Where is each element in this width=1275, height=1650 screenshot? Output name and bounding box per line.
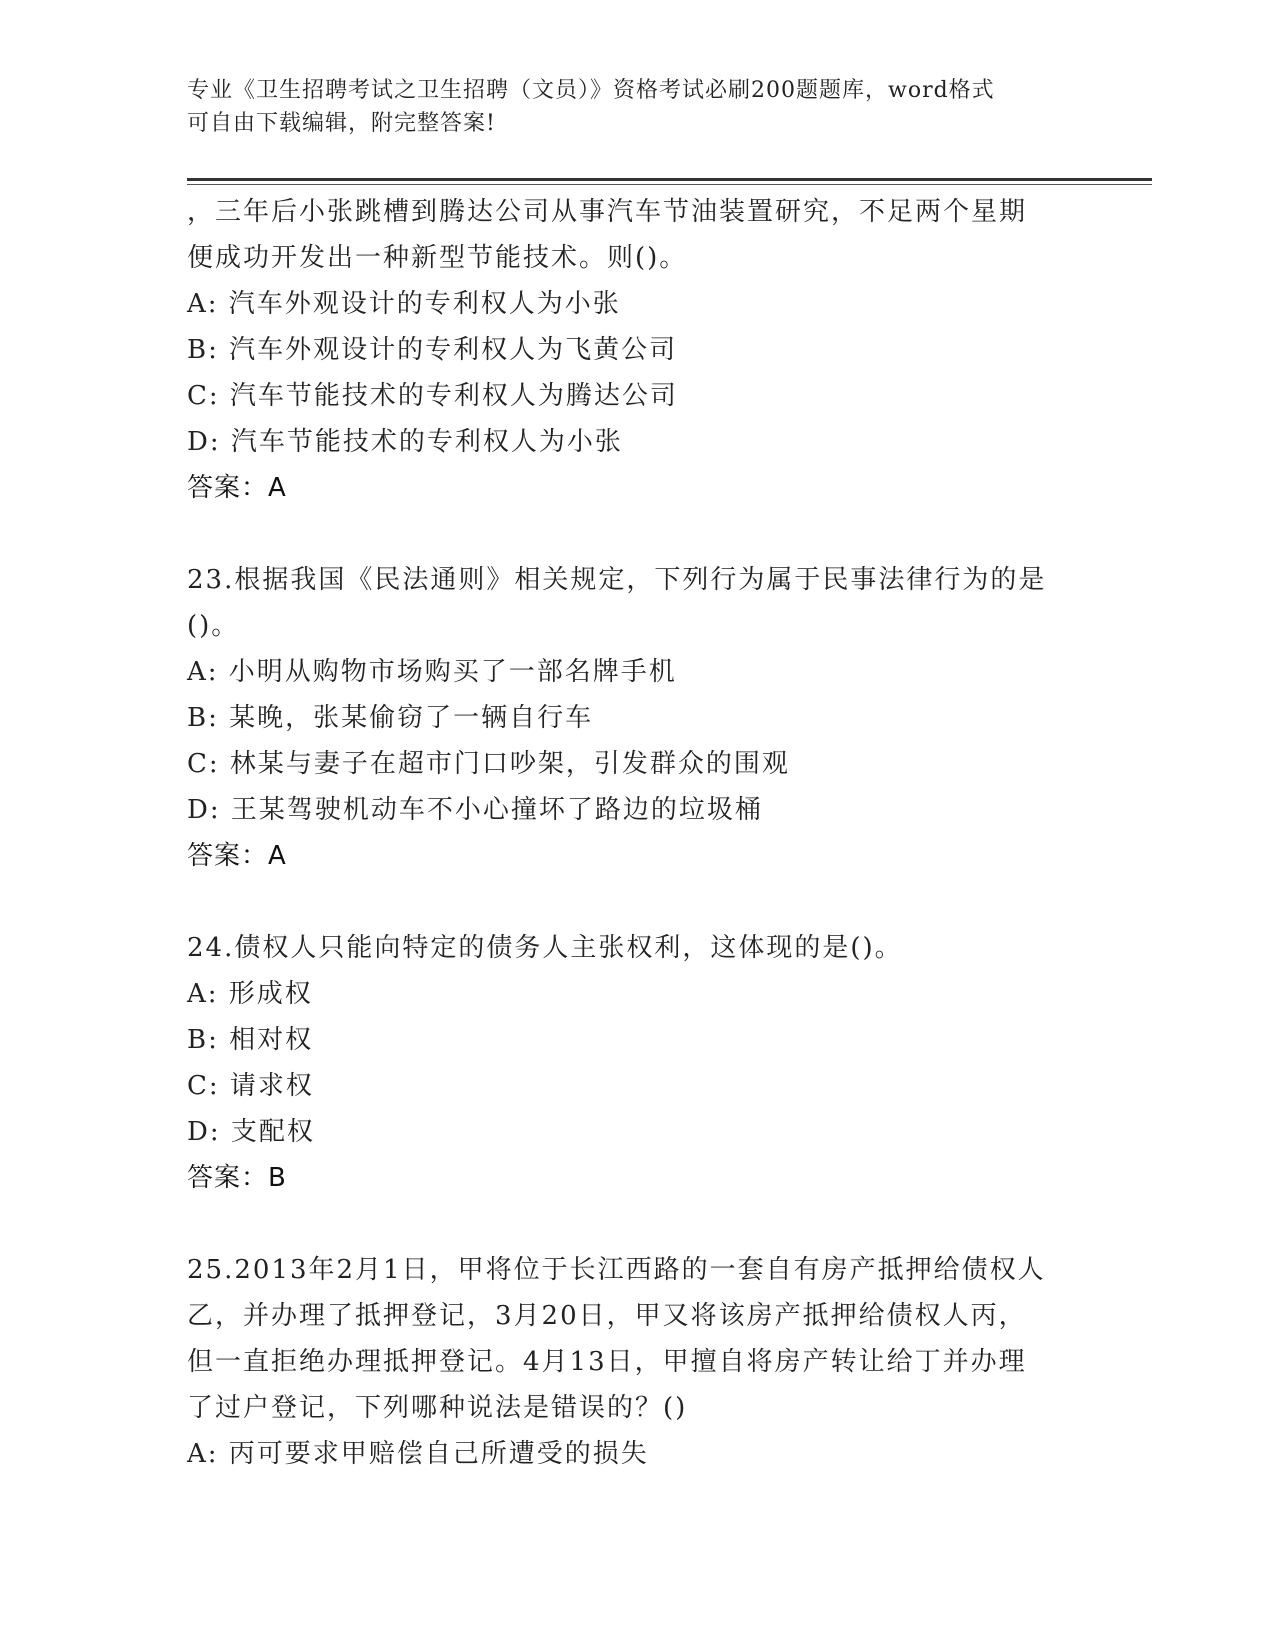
question-22 (187, 189, 1087, 511)
answer-line: 答案：B (187, 1163, 287, 1193)
option-b: B: 相对权 (187, 1025, 314, 1055)
option-b: B: 汽车外观设计的专利权人为飞黄公司 (187, 335, 678, 365)
question-stem: 了过户登记，下列哪种说法是错误的？() (187, 1393, 688, 1423)
option-c: C: 林某与妻子在超市门口吵架，引发群众的围观 (187, 749, 790, 779)
option-c: C: 请求权 (187, 1071, 314, 1101)
option-d: D: 汽车节能技术的专利权人为小张 (187, 427, 623, 457)
header-line-1: 专业《卫生招聘考试之卫生招聘（文员）》资格考试必刷200题题库，word格式 (187, 78, 995, 103)
answer-line: 答案：A (187, 473, 287, 503)
spacer (187, 511, 1087, 557)
question-stem: 24.债权人只能向特定的债务人主张权利，这体现的是()。 (187, 933, 903, 963)
option-a: A: 小明从购物市场购买了一部名牌手机 (187, 657, 677, 687)
option-d: D: 王某驾驶机动车不小心撞坏了路边的垃圾桶 (187, 795, 763, 825)
question-stem: 23.根据我国《民法通则》相关规定，下列行为属于民事法律行为的是 (187, 565, 1047, 595)
question-list (187, 189, 1087, 1477)
answer-line: 答案：A (187, 841, 287, 871)
option-d: D: 支配权 (187, 1117, 315, 1147)
question-text: 便成功开发出一种新型节能技术。则()。 (187, 243, 688, 273)
question-stem: 但一直拒绝办理抵押登记。4月13日，甲擅自将房产转让给丁并办理 (187, 1347, 1027, 1377)
spacer (187, 1201, 1087, 1247)
document-header (187, 74, 1087, 140)
question-23 (187, 557, 1087, 879)
question-stem: 乙，并办理了抵押登记，3月20日，甲又将该房产抵押给债权人丙， (187, 1301, 1027, 1331)
question-25 (187, 1247, 1087, 1477)
spacer (187, 879, 1087, 925)
option-a: A: 形成权 (187, 979, 313, 1009)
question-stem: ()。 (187, 611, 240, 641)
header-line-2: 可自由下载编辑，附完整答案! (187, 111, 496, 136)
header-divider-thin (187, 184, 1152, 185)
option-b: B: 某晚，张某偷窃了一辆自行车 (187, 703, 594, 733)
option-a: A: 汽车外观设计的专利权人为小张 (187, 289, 621, 319)
question-24 (187, 925, 1087, 1201)
question-text: ，三年后小张跳槽到腾达公司从事汽车节油装置研究，不足两个星期 (187, 197, 1028, 227)
option-a: A: 丙可要求甲赔偿自己所遭受的损失 (187, 1439, 649, 1469)
option-c: C: 汽车节能技术的专利权人为腾达公司 (187, 381, 678, 411)
question-stem: 25.2013年2月1日，甲将位于长江西路的一套自有房产抵押给债权人 (187, 1255, 1046, 1285)
header-divider-thick (187, 178, 1152, 181)
